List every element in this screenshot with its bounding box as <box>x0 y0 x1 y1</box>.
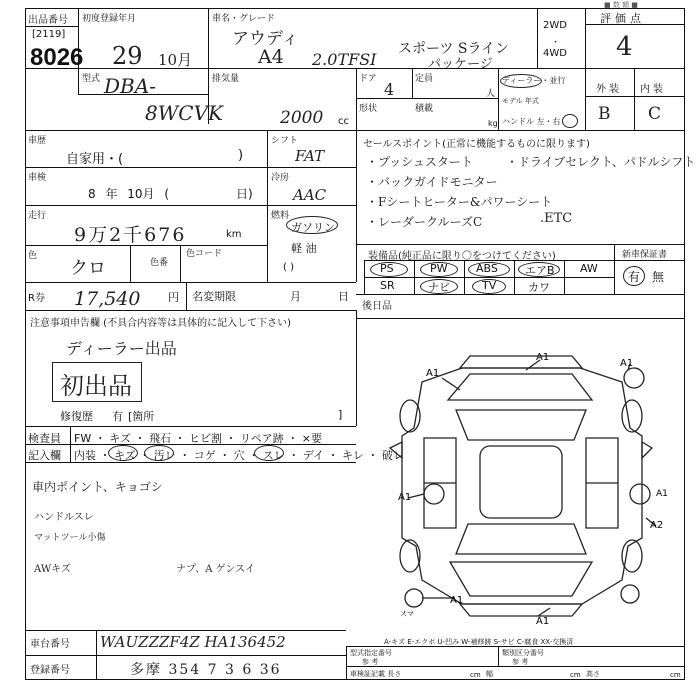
shape-label: 形状 <box>359 104 378 114</box>
height-unit: cm <box>670 671 681 679</box>
eq-sr: SR <box>380 279 395 292</box>
damage-mark-7: A1 <box>450 595 464 606</box>
capacity-unit: 人 <box>486 89 496 99</box>
model-type-label: 型式 <box>82 74 101 84</box>
drive-4wd: 4WD <box>543 48 567 59</box>
fuel-paren: ( ) <box>283 262 294 273</box>
drive-2wd: 2WD <box>543 20 567 31</box>
mileage-value: 9万2千676 <box>74 224 187 246</box>
inspector-note-1: 車内ポイント、キョゴシ <box>32 480 163 494</box>
displacement-value: 2000 <box>280 108 324 128</box>
import-options: ディーラー・並行 <box>502 76 566 85</box>
first-reg-label: 初度登録年月 <box>82 14 137 24</box>
color-label: 色 <box>28 251 38 261</box>
mileage-label: 走行 <box>28 211 47 221</box>
post-docs-label: 後日品 <box>362 301 392 312</box>
sales-point-1: ・プッシュスタート <box>366 155 473 169</box>
grade-line1: スポーツ Sライン <box>398 41 510 57</box>
car-damage-diagram <box>360 318 685 633</box>
lot-label: 出品番号 <box>28 15 68 26</box>
inspection-label: 車検 <box>28 173 47 183</box>
chassis-label: 車台番号 <box>30 639 70 650</box>
notes-line1: ディーラー出品 <box>66 339 177 358</box>
reg-label: 登録番号 <box>30 665 70 676</box>
type-designation-label: 型式指定番号 <box>350 649 392 657</box>
model-type-line1: DBA- <box>104 74 156 98</box>
lot-number: 8026 <box>30 44 84 71</box>
ac-label: 冷房 <box>271 173 290 183</box>
eq-navi: ナビ <box>428 281 450 294</box>
sales-point-2: ・ドライブセレクト、パドルシフト <box>506 155 696 169</box>
grade-line2: パッケージ <box>428 57 493 72</box>
recycle-unit: 円 <box>168 291 179 304</box>
length-unit: cm <box>470 671 481 679</box>
damage-mark-1: A1 <box>426 368 440 379</box>
damage-mark-5: A1 <box>656 489 668 499</box>
entry-options: 内装 ・ キズ ・ 汚レ ・ コゲ ・ 穴 ・ スレ ・ デイ ・ キレ ・ 破レ <box>74 449 404 462</box>
shift-value: FAT <box>295 147 325 165</box>
load-label: 積載 <box>415 104 434 114</box>
ac-value: AAC <box>293 186 327 204</box>
entry-label: 記入欄 <box>28 449 61 462</box>
damage-mark-3: A1 <box>620 358 634 369</box>
inspector-options: FW ・ キズ ・ 飛石 ・ ヒビ割 ・ リペア跡 ・ ×要 <box>74 432 322 445</box>
damage-mark-8: A1 <box>536 616 550 627</box>
color-code-label: 色コード <box>186 249 223 259</box>
inspection-value: 8 年 10月 ( <box>88 187 170 201</box>
width-label: 幅 <box>486 670 493 678</box>
warranty-yes: 有 <box>628 270 641 284</box>
displacement-unit: cc <box>338 116 349 127</box>
eq-ps: PS <box>380 262 394 275</box>
name-change-label: 名変期限 <box>192 290 236 303</box>
history-label: 車歴 <box>28 136 47 146</box>
top-right-tag: ■ 数 額 ■ <box>604 1 638 9</box>
sales-point-3: ・バックガイドモニター <box>366 175 498 189</box>
capacity-label: 定員 <box>415 74 434 84</box>
inspection-day: 日) <box>236 187 253 201</box>
right-hand-circle <box>562 114 578 128</box>
sales-points-title: セールスポイント(正常に機能するものに限ります) <box>363 139 590 150</box>
repair-have: 有 <box>112 410 123 423</box>
inspector-label: 検査員 <box>28 432 61 445</box>
history-value: 自家用・( <box>66 152 124 167</box>
inspector-note-5: ナプ、A ゲンスイ <box>176 564 255 575</box>
inspector-note-3: マットツール小傷 <box>34 533 106 543</box>
entry-wear-circle <box>254 445 284 461</box>
recycle-value: 17,540 <box>74 288 141 310</box>
color-value: クロ <box>70 258 106 279</box>
entry-scratch-circle <box>108 445 138 461</box>
car-name: アウディ <box>232 29 299 49</box>
recycle-label: R券 <box>28 293 45 304</box>
repair-place: [箇所 <box>128 410 155 423</box>
eq-pw: PW <box>430 262 448 275</box>
class-ref: 参 考 <box>512 658 529 666</box>
fuel-alt: 軽 油 <box>291 242 317 255</box>
damage-mark-9: スマ <box>400 610 414 618</box>
mileage-unit: km <box>226 229 242 240</box>
name-change-day: 日 <box>338 290 349 303</box>
score-value: 4 <box>616 32 633 62</box>
name-change-month: 月 <box>290 290 301 303</box>
first-reg-month: 10月 <box>158 51 193 69</box>
interior-value: C <box>648 104 662 124</box>
notes-title: 注意事項申告欄 (不具合内容等は具体的に記入して下さい) <box>30 318 291 329</box>
inspector-note-4: AWキズ <box>34 564 71 575</box>
door-label: ドア <box>359 74 377 84</box>
warranty-no: 無 <box>652 270 665 284</box>
eq-airbag: エアB <box>525 264 555 277</box>
load-unit: kg <box>488 119 498 128</box>
eq-aw: AW <box>580 262 598 275</box>
damage-legend: A-キズ E-エクボ U-凹み W-補修跡 S-サビ C-腐食 XX-交換済 <box>384 638 574 646</box>
shift-label: シフト <box>271 136 299 146</box>
lot-code: [2119] <box>32 29 66 40</box>
displacement-label: 排気量 <box>212 74 240 84</box>
notes-stamp: 初出品 <box>60 372 132 400</box>
length-label: 車検証記載 長さ <box>350 670 402 678</box>
history-close: ) <box>238 148 244 163</box>
height-label: 高さ <box>586 670 600 678</box>
first-reg-year: 29 <box>112 42 143 70</box>
equipment-title: 装備品(純正品に限り〇をつけてください) <box>368 251 556 262</box>
width-unit: cm <box>570 671 581 679</box>
inspector-note-2: ハンドルスレ <box>34 512 94 523</box>
repair-close: ] <box>338 408 343 421</box>
model-year-label: モデル 年式 <box>502 97 539 105</box>
fuel-value: ガソリン <box>291 221 335 234</box>
door-value: 4 <box>384 80 395 99</box>
type-designation-ref: 参 考 <box>362 658 379 666</box>
damage-mark-4: A1 <box>398 492 412 503</box>
sales-point-5: ・レーダークルーズC <box>366 215 483 229</box>
damage-mark-2: A1 <box>536 352 550 363</box>
handle-label: ハンドル 左・右 <box>502 117 561 126</box>
eq-leather: カワ <box>528 281 550 294</box>
model-name: A4 <box>258 46 284 68</box>
fuel-label: 燃料 <box>271 211 290 221</box>
warranty-label: 新車保証書 <box>622 250 668 260</box>
name-grade-label: 車名・グレード <box>212 14 276 24</box>
score-label: 評価点 <box>600 12 645 25</box>
model-type-line2: 8WCVK <box>145 101 223 125</box>
sales-point-4: ・Fシートヒーター&パワーシート <box>366 195 553 209</box>
engine-name: 2.0TFSI <box>312 50 377 69</box>
chassis-value: WAUZZZF4Z HA136452 <box>100 633 286 651</box>
exterior-label: 外装 <box>596 84 622 95</box>
class-label: 類別区分番号 <box>502 649 544 657</box>
eq-tv: TV <box>482 279 497 292</box>
interior-label: 内装 <box>640 84 666 95</box>
damage-mark-6: A2 <box>650 520 664 531</box>
exterior-value: B <box>598 104 611 124</box>
color-no-label: 色番 <box>150 258 169 268</box>
reg-value: 多摩 354 7 3 6 36 <box>130 662 282 678</box>
entry-dirt-circle <box>144 445 174 461</box>
eq-abs: ABS <box>476 262 498 275</box>
auction-sheet: 出品番号 [2119] 8026 初度登録年月 29 10月 車名・グレード アウディ A4 2.0TFSI スポーツ Sライン パッケージ 2WD ・ 4WD 評価点 4 ■ 数 額 ■ 型式 DBA- 8WCVK 排気量 2000 cc ドア 4 定員 人 形状 積載 kg ディーラー・並行 モデル 年式 ハンドル 左・右 外装 内装 B C 車歴 自家用・( ) シフト FAT 車検 8 年 10月 ( 日) 冷房 AAC 走行 9万2千676 km 燃料 ガソリン 軽 油 ( ) 色 クロ 色番 色コード R券 17,540 円 名変期限 月 日 セールスポイント(正常に機能するものに限ります) ・プッシュスタート ・ドライブセレクト、パドルシフト ・バックガイドモニター ・Fシートヒーター&パワーシート ・レーダークルーズC .ETC 装備品(純正品に限り〇をつけてください) 新車保証書 有 無 PS PW ABS エアB AW SR ナビ TV カワ 後日品 注意事項申告欄 (不具合内容等は具体的に記入して下さい) ディーラー出品 初出品 修復歴 有 [箇所 ] 検査員 FW ・ キズ ・ 飛石 ・ ヒビ割 ・ リペア跡 ・ ×要 記入欄 内装 ・ キズ ・ 汚レ ・ コゲ ・ 穴 ・ スレ ・ デイ ・ キレ ・ 破レ 車内ポイント、キョゴシ ハンドルスレ マットツール小傷 AWキズ ナプ、A ゲンスイ A1 A1 A1 A1 A1 A2 A1 A1 スマ A-キズ E-エクボ U-凹み W-補修跡 S-サビ C-腐食 XX-交換済 車台番号 WAUZZZF4Z HA136452 登録番号 多摩 354 7 3 6 36 型式指定番号 参 考 類別区分番号 参 考 車検証記載 長さ cm 幅 cm 高さ cm <box>0 0 700 700</box>
repair-label: 修復歴 <box>60 410 93 423</box>
sales-point-6: .ETC <box>540 211 573 226</box>
